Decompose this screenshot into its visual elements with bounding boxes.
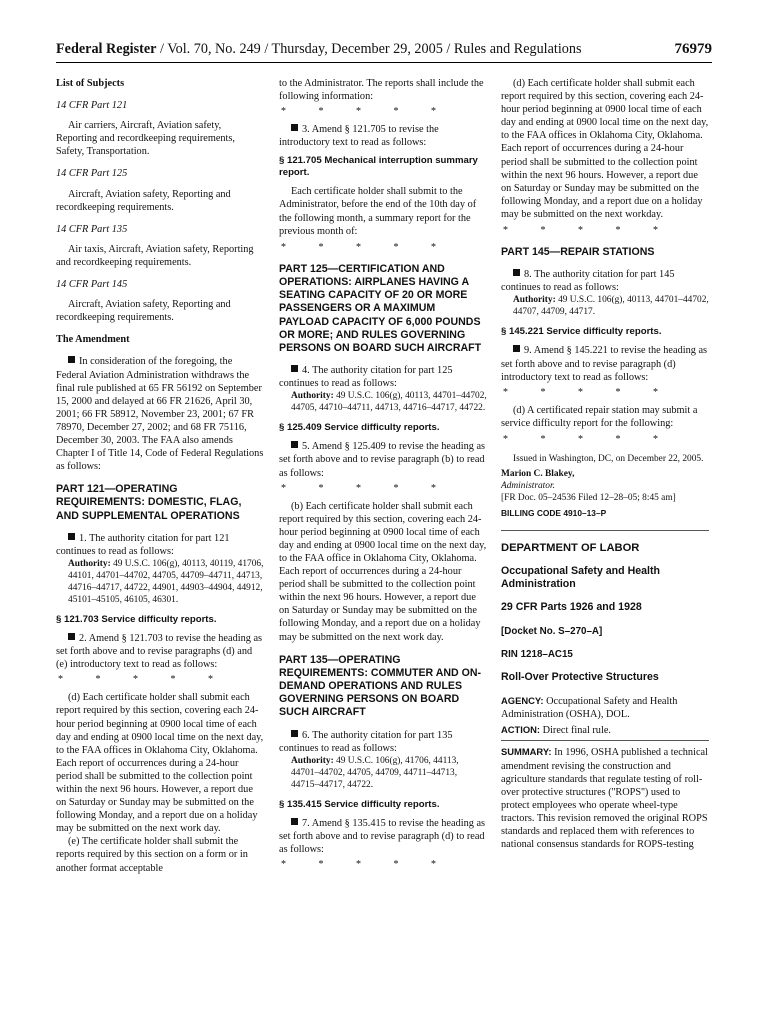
subject-terms: Air carriers, Aircraft, Aviation safety, Reporting and recordkeeping requirements, Safety, Transportation. [56,120,235,158]
square-bullet-icon [291,818,298,825]
part-125-heading: PART 125—CERTIFICATION AND OPERATIONS: AIRPLANES HAVING A SEATING CAPACITY OF 20 OR MORE PASSENGERS OR A MAXIMUM PAYLOAD CAPACITY OF 6,000 POUNDS OR MORE; AND RULES GOVERNING PERSONS ON BOARD SUCH AIRCRAFT [279,262,482,354]
square-bullet-icon [291,124,298,131]
section-heading: § 121.705 Mechanical interruption summary report. [279,155,478,179]
column-2 [279,77,487,876]
square-bullet-icon [513,345,520,352]
rin-number: RIN 1218–AC15 [501,648,573,660]
agency-name: Occupational Safety and Health Administration [501,564,660,591]
subject-terms: Air taxis, Aircraft, Aviation safety, Reporting and recordkeeping requirements. [56,243,254,268]
ellipsis-stars: * * * * * [281,106,451,118]
amendment-heading: The Amendment [56,334,130,346]
ellipsis-stars: * * * * * [281,482,451,494]
signer-name: Marion C. Blakey, [501,468,575,479]
section-heading: § 135.415 Service difficulty reports. [279,798,440,810]
section-heading: § 121.703 Service difficulty reports. [56,614,217,626]
department-heading: DEPARTMENT OF LABOR [501,541,640,554]
page-number: 76979 [674,41,712,57]
paragraph-d: (d) Each certificate holder shall submit each report required by this section, covering each 24-hour period beginning at 0900 local time of each day and ending at 0900 local time on the next day, to the FAA offices in Oklahoma City, Oklahoma. Each report of occurrences during a 24-hour period shall be submitted to the collection point within the next 96 hours. However, a report due on Saturday or Sunday may be submitted on the following Monday, and a report due on a holiday may be submitted on the next workday. [501,78,709,220]
billing-code: BILLING CODE 4910–13–P [501,507,607,518]
square-bullet-icon [291,441,298,448]
document-separator [501,530,709,531]
section-heading: § 125.409 Service difficulty reports. [279,422,440,434]
square-bullet-icon [513,269,520,276]
column-1 [56,77,264,875]
instruction-5: 5. Amend § 125.409 to revise the heading as set forth above and to revise paragraph (b) to read as follows: [279,441,486,479]
column-3 [501,77,709,851]
square-bullet-icon [68,633,75,640]
authority-citation: Authority: 49 U.S.C. 106(g), 40113, 44701–44702, 44705, 44710–44711, 44713, 44716–44717, 44722. [291,391,487,414]
rule-title: Roll-Over Protective Structures [501,671,659,683]
subjects-heading: List of Subjects [56,78,125,89]
continued-text: to the Administrator. The reports shall include the following information: [279,78,484,103]
subject-part: 14 CFR Part 125 [56,168,128,180]
issue-info: / Vol. 70, No. 249 / Thursday, December 29, 2005 / Rules and Regulations [156,41,582,57]
subject-part: 14 CFR Part 135 [56,223,128,235]
paragraph-d-repair: (d) A certificated repair station may submit a service difficulty report for the following: [501,404,698,429]
ellipsis-stars: * * * * * [281,241,451,253]
running-header [56,38,712,63]
fr-doc: [FR Doc. 05–24536 Filed 12–28–05; 8:45 am] [501,492,676,503]
ellipsis-stars: * * * * * [58,674,228,686]
part-135-heading: PART 135—OPERATING REQUIREMENTS: COMMUTER AND ON-DEMAND OPERATIONS AND RULES GOVERNING PERSONS ON BOARD SUCH AIRCRAFT [279,653,482,719]
paragraph-e: (e) The certificate holder shall submit the reports required by this section on a form or in another format acceptable [56,836,248,874]
ellipsis-stars: * * * * * [281,859,451,871]
action-line: ACTION: Direct final rule. [501,724,611,737]
instruction-6: 6. The authority citation for part 135 continues to read as follows: [279,729,453,754]
part-121-heading: PART 121—OPERATING REQUIREMENTS: DOMESTIC, FLAG, AND SUPPLEMENTAL OPERATIONS [56,483,242,522]
instruction-2: 2. Amend § 121.703 to revise the heading as set forth above and to revise paragraphs (d) and (e) introductory text to read as follows: [56,633,263,671]
subject-terms: Aircraft, Aviation safety, Reporting and recordkeeping requirements. [56,299,231,324]
subject-part: 14 CFR Part 121 [56,100,128,112]
square-bullet-icon [291,365,298,372]
part-145-heading: PART 145—REPAIR STATIONS [501,246,655,259]
subject-part: 14 CFR Part 145 [56,279,128,291]
summary-separator [501,740,709,741]
authority-citation: Authority: 49 U.S.C. 106(g), 40113, 44701–44702, 44707, 44709, 44717. [513,295,709,318]
authority-citation: Authority: 49 U.S.C. 106(g), 41706, 44113, 44701–44702, 44705, 44709, 44711–44713, 44715–44717, 44722. [291,755,459,790]
instruction-3: 3. Amend § 121.705 to revise the introductory text to read as follows: [279,124,439,149]
paragraph-705: Each certificate holder shall submit to the Administrator, before the end of the 10th day of the following month, a summary report for the previous month of: [279,186,477,237]
publication-name: Federal Register [56,41,157,57]
agency-line: AGENCY: Occupational Safety and Health Administration (OSHA), DOL. [501,695,678,721]
instruction-9: 9. Amend § 145.221 to revise the heading as set forth above and to revise paragraph (d) introductory text to read as follows: [501,345,708,383]
instruction-4: 4. The authority citation for part 125 continues to read as follows: [279,365,453,390]
issued-line: Issued in Washington, DC, on December 22, 2005. [513,453,704,464]
ellipsis-stars: * * * * * [503,386,673,398]
signer-title: Administrator. [501,480,555,491]
paragraph-b: (b) Each certificate holder shall submit each report required by this section, covering each 24-hour period beginning at 0900 local time of each day and ending at 0900 local time on the next day, to the FAA office in Oklahoma City, Oklahoma. Each report of occurrences during a 24-hour period shall be submitted to the collection point within the next 96 hours. However, a report due on Saturday or Sunday may be submitted on the following Monday, and a report due on a holiday may be submitted on the next work day. [279,500,487,643]
amendment-paragraph: In consideration of the foregoing, the Federal Aviation Administration withdraws the final rule published at 65 FR 56192 on September 15, 2000 and delayed at 66 FR 21626, April 30, 2001; 66 FR 58912, November 23, 2001; 67 FR 78970, December 27, 2002; and 68 FR 75116, December 30, 2003. The FAA also amends Chapter I of Title 14, Code of Federal Regulations as follows: [56,356,264,473]
docket-number: [Docket No. S–270–A] [501,625,603,637]
subject-terms: Aircraft, Aviation safety, Reporting and recordkeeping requirements. [56,188,231,213]
cfr-parts: 29 CFR Parts 1926 and 1928 [501,601,642,614]
authority-citation: Authority: 49 U.S.C. 106(g), 40113, 40119, 41706, 44101, 44701–44702, 44705, 44709–44711, 44713, 44716–44717, 44722, 44901, 44903–44904, 44912, 45101–45105, 46105, 46301. [68,559,264,606]
square-bullet-icon [291,730,298,737]
instruction-7: 7. Amend § 135.415 to revise the heading as set forth above and to revise paragraph (d) to read as follows: [279,817,486,856]
square-bullet-icon [68,533,75,540]
paragraph-d: (d) Each certificate holder shall submit each report required by this section, covering each 24-hour period beginning at 0900 local time of each day and ending at 0900 local time on the next day, to the FAA offices in Oklahoma City, Oklahoma. Each report of occurrences during a 24-hour period shall be submitted to the collection point within the next 96 hours. However, a report due on Saturday or Sunday may be submitted on the following Monday, and a report due on a holiday may be submitted on the next work day. [56,692,264,835]
instruction-8: 8. The authority citation for part 145 continues to read as follows: [501,269,675,294]
square-bullet-icon [68,356,75,363]
summary-paragraph: SUMMARY: In 1996, OSHA published a technical amendment revising the construction and agriculture standards that regulate testing of roll-over protective structures (''ROPS'') used to protect employees who operate wheel-type tractors. This revision removed the original ROPS standards and replaced them with references to national consensus standards for ROPS-testing [501,746,708,851]
ellipsis-stars: * * * * * [503,433,673,445]
ellipsis-stars: * * * * * [503,225,673,237]
section-heading: § 145.221 Service difficulty reports. [501,326,662,338]
instruction-1: 1. The authority citation for part 121 continues to read as follows: [56,532,230,557]
